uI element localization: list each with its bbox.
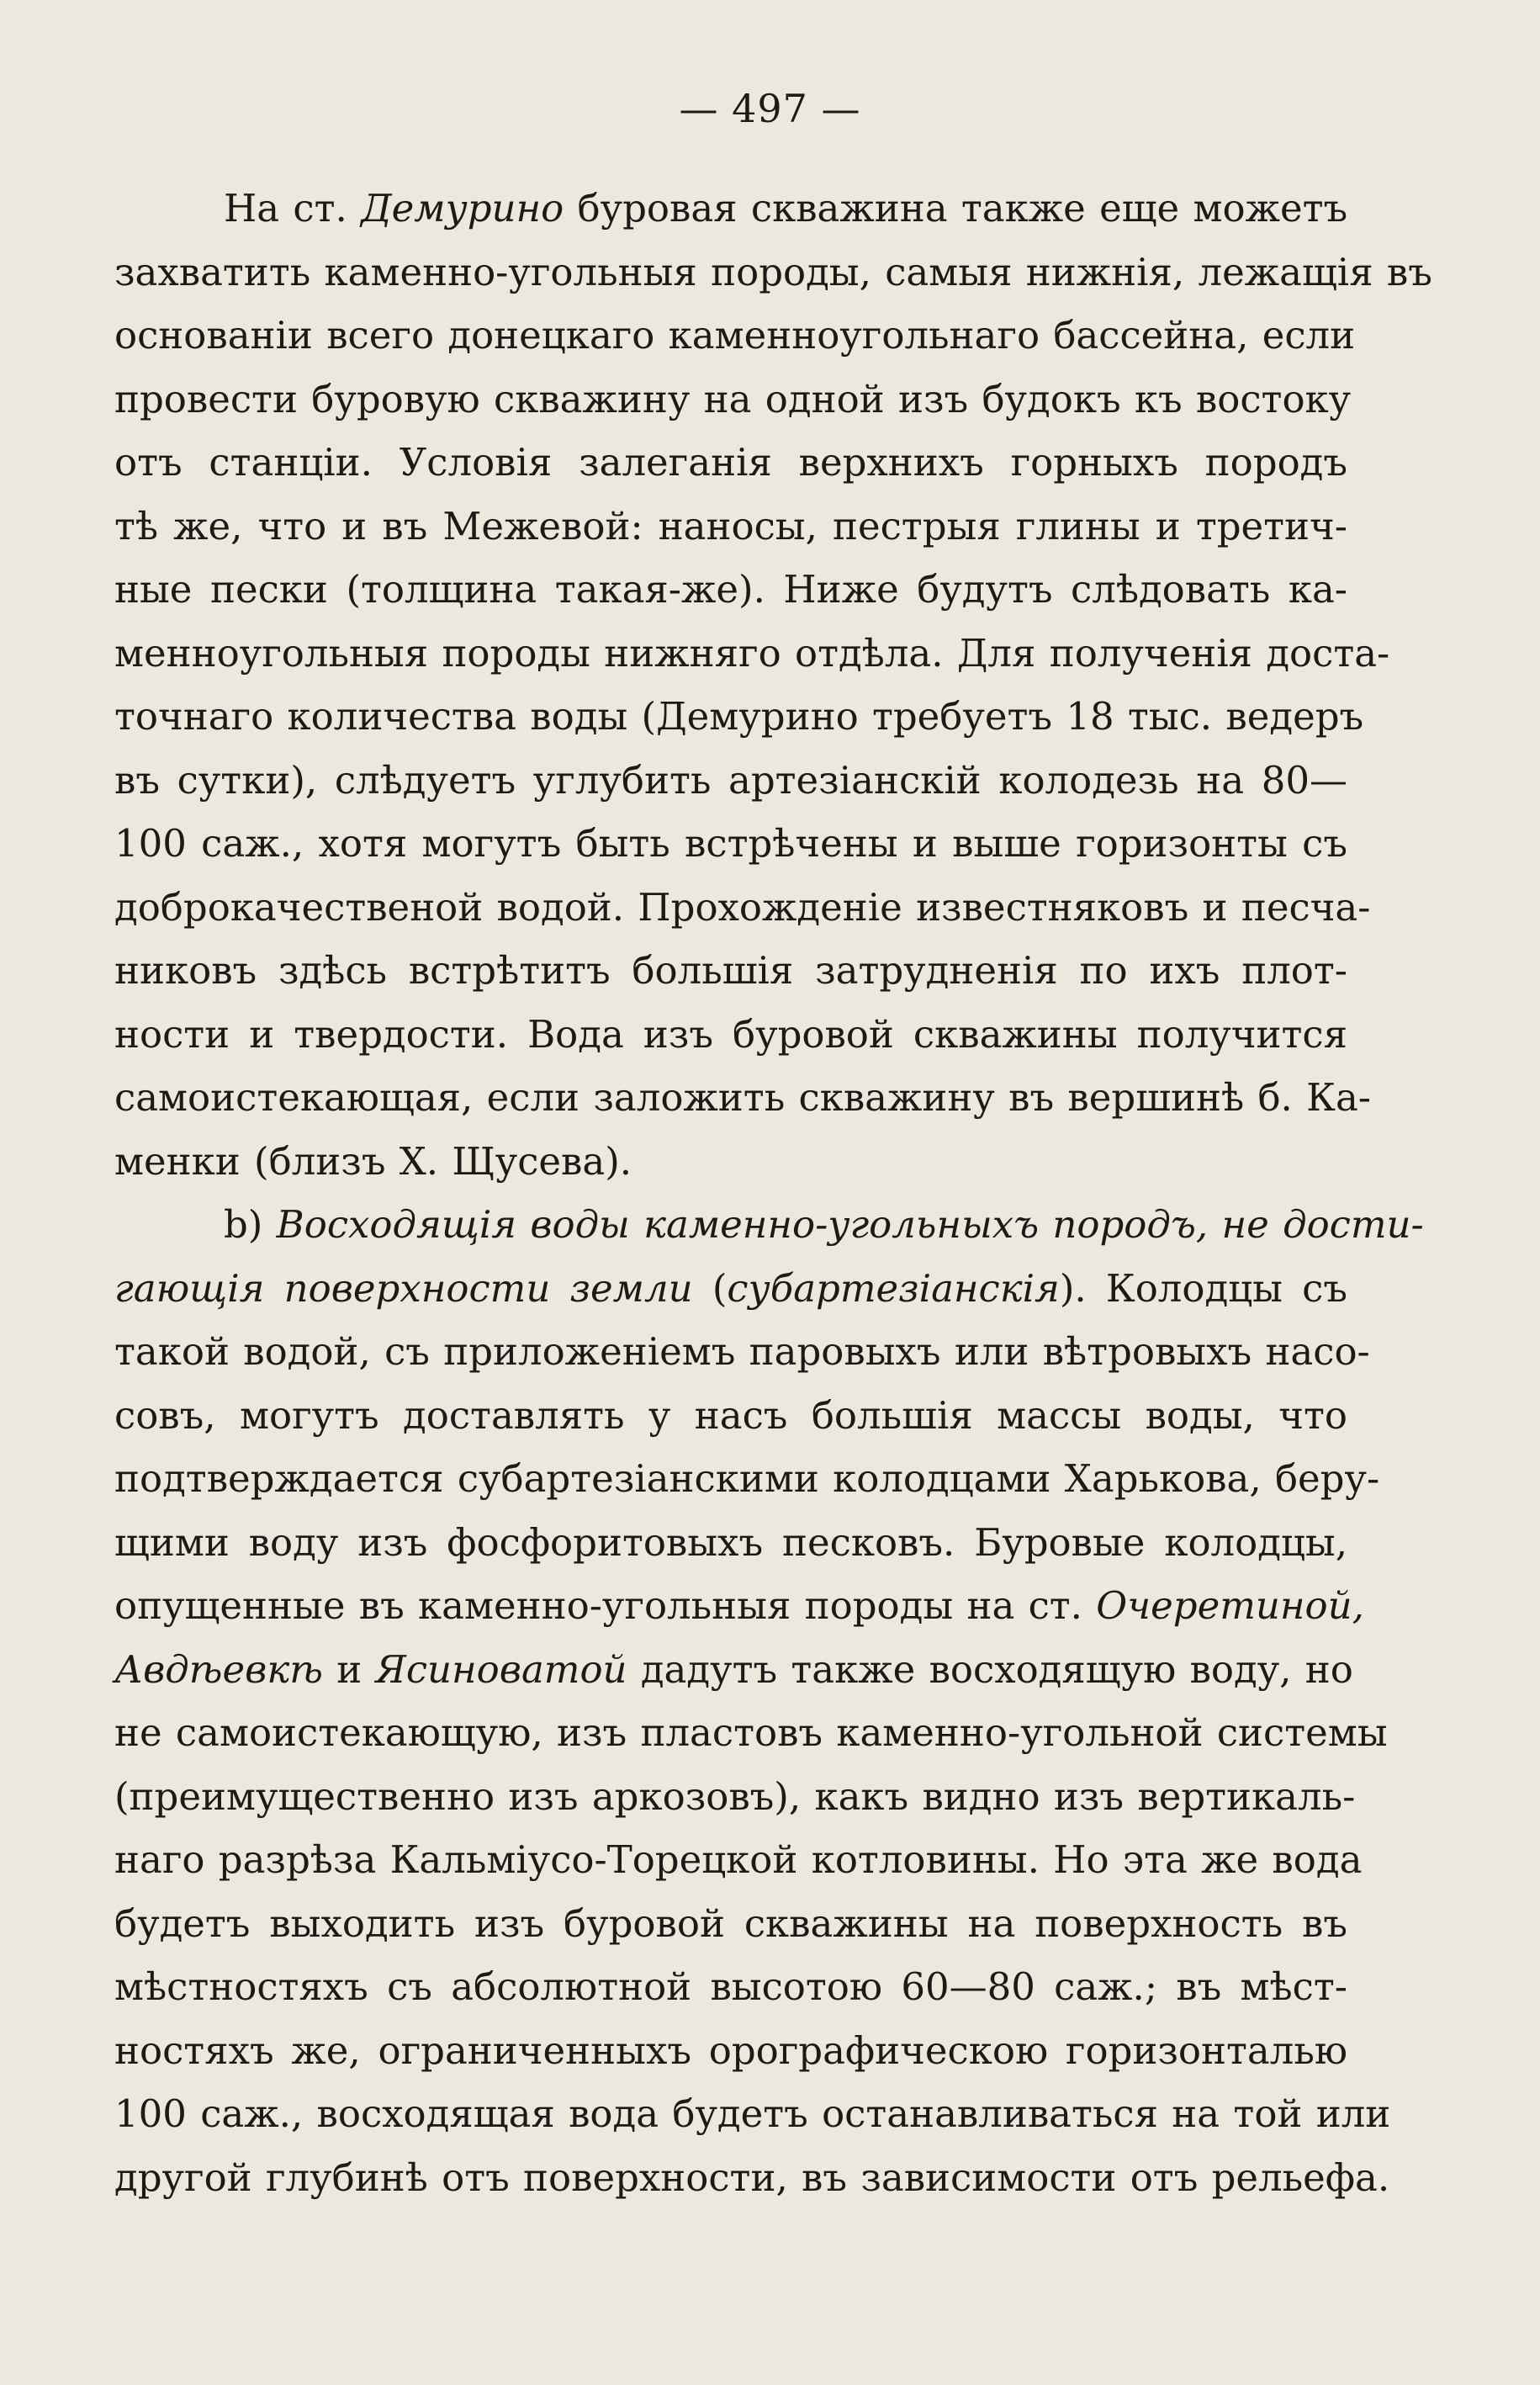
- italic-text: Авдѣевкѣ: [114, 1646, 323, 1692]
- text-run: мѣстностяхъ съ абсолютной высотою 60—80 саж.; въ мѣст-: [114, 1964, 1347, 2009]
- italic-text: субартезіанскія: [727, 1265, 1060, 1311]
- text-run: На ст.: [224, 186, 362, 231]
- text-line: [114, 622, 1390, 686]
- text-run: провести буровую скважину на одной изъ будокъ къ востоку: [114, 376, 1352, 421]
- text-line: [114, 1765, 1356, 1829]
- text-line: [114, 1257, 1347, 1321]
- text-run: будетъ выходить изъ буровой скважины на поверхность въ: [114, 1900, 1347, 1946]
- text-line: [114, 939, 1347, 1003]
- italic-text: гающія поверхности земли: [114, 1265, 693, 1311]
- text-run: дадутъ также восходящую воду, но: [627, 1646, 1353, 1692]
- text-line: [114, 495, 1347, 559]
- text-line: [114, 812, 1347, 876]
- text-line: [114, 1320, 1370, 1384]
- text-run: подтверждается субартезіанскими колодцами Харькова, беру-: [114, 1456, 1380, 1501]
- text-line: [114, 177, 1347, 241]
- text-run: такой водой, съ приложеніемъ паровыхъ или вѣтровыхъ насо-: [114, 1329, 1370, 1374]
- text-run: и: [322, 1646, 376, 1692]
- text-run: точнаго количества воды (Демурино требуетъ 18 тыс. ведеръ: [114, 694, 1364, 739]
- text-line: [114, 2146, 1390, 2210]
- text-run: (преимущественно изъ аркозовъ), какъ видно изъ вертикаль-: [114, 1773, 1356, 1819]
- text-line: [114, 2082, 1391, 2146]
- text-line: [114, 1447, 1380, 1511]
- body-text: [114, 177, 1432, 2209]
- text-run: 100 саж., хотя могутъ быть встрѣчены и выше горизонты съ: [114, 821, 1347, 866]
- text-line: [114, 1066, 1372, 1130]
- text-run: ностяхъ же, ограниченныхъ орографическою горизонталью: [114, 2027, 1347, 2073]
- text-run: доброкачественой водой. Прохожденіе известняковъ и песча-: [114, 884, 1371, 930]
- text-line: [114, 1193, 1424, 1257]
- text-run: никовъ здѣсь встрѣтитъ большія затрудненія по ихъ плот-: [114, 948, 1347, 993]
- page-number: — 497 —: [679, 86, 861, 131]
- italic-text: Демурино: [361, 186, 564, 231]
- text-run: ные пески (толщина такая-же). Ниже будутъ слѣдовать ка-: [114, 567, 1347, 612]
- text-run: другой глубинѣ отъ поверхности, въ зависимости отъ рельефа.: [114, 2154, 1390, 2200]
- text-line: [114, 1828, 1363, 1892]
- text-line: [114, 1638, 1353, 1702]
- text-line: [114, 368, 1352, 432]
- text-line: [114, 1955, 1347, 2019]
- text-line: [114, 2019, 1347, 2083]
- text-line: [114, 749, 1347, 813]
- text-run: опущенные въ каменно-угольныя породы на ст.: [114, 1583, 1097, 1628]
- text-run: не самоистекающую, изъ пластовъ каменно-угольной системы: [114, 1710, 1388, 1755]
- text-line: [114, 1892, 1347, 1956]
- text-line: [114, 1574, 1364, 1638]
- text-run: b): [224, 1202, 277, 1247]
- text-run: тѣ же, что и въ Межевой: наносы, пестрыя глины и третич-: [114, 503, 1347, 549]
- text-line: [114, 1384, 1347, 1448]
- text-run: (: [692, 1265, 728, 1311]
- text-run: щими воду изъ фосфоритовыхъ песковъ. Буровые колодцы,: [114, 1519, 1347, 1565]
- text-run: буровая скважина также еще можетъ: [564, 186, 1348, 231]
- italic-text: Очеретиной,: [1096, 1583, 1364, 1628]
- text-run: 100 саж., восходящая вода будетъ останавливаться на той или: [114, 2091, 1391, 2136]
- italic-text: Ясиноватой: [375, 1646, 627, 1692]
- text-run: отъ станціи. Условія залеганія верхнихъ горныхъ породъ: [114, 440, 1347, 485]
- text-line: [114, 431, 1347, 495]
- text-run: захватить каменно-угольныя породы, самыя нижнія, лежащія въ: [114, 249, 1432, 294]
- text-run: наго разрѣза Кальміусо-Торецкой котловины. Но эта же вода: [114, 1837, 1363, 1882]
- text-line: [114, 876, 1371, 940]
- text-run: основаніи всего донецкаго каменноугольнаго бассейна, если: [114, 313, 1356, 358]
- text-line: [114, 1701, 1388, 1765]
- text-line: [114, 241, 1432, 305]
- text-line: [114, 685, 1364, 749]
- text-line: [114, 558, 1347, 622]
- text-run: въ сутки), слѣдуетъ углубить артезіанскій колодезь на 80—: [114, 757, 1347, 803]
- text-line: [114, 304, 1356, 368]
- text-run: ности и твердости. Вода изъ буровой скважины получится: [114, 1011, 1347, 1057]
- text-line: [114, 1511, 1347, 1575]
- text-run: ). Колодцы съ: [1059, 1265, 1347, 1311]
- text-run: менки (близъ Х. Щусева).: [114, 1138, 632, 1184]
- text-line: [114, 1003, 1347, 1067]
- text-run: самоистекающая, если заложить скважину въ вершинѣ б. Ка-: [114, 1075, 1372, 1120]
- text-line: [114, 1130, 1347, 1194]
- text-run: менноугольныя породы нижняго отдѣла. Для полученія доста-: [114, 630, 1390, 676]
- italic-text: Восходящія воды каменно-угольныхъ породъ, не дости-: [276, 1202, 1424, 1247]
- text-run: совъ, могутъ доставлять у насъ большія массы воды, что: [114, 1392, 1347, 1438]
